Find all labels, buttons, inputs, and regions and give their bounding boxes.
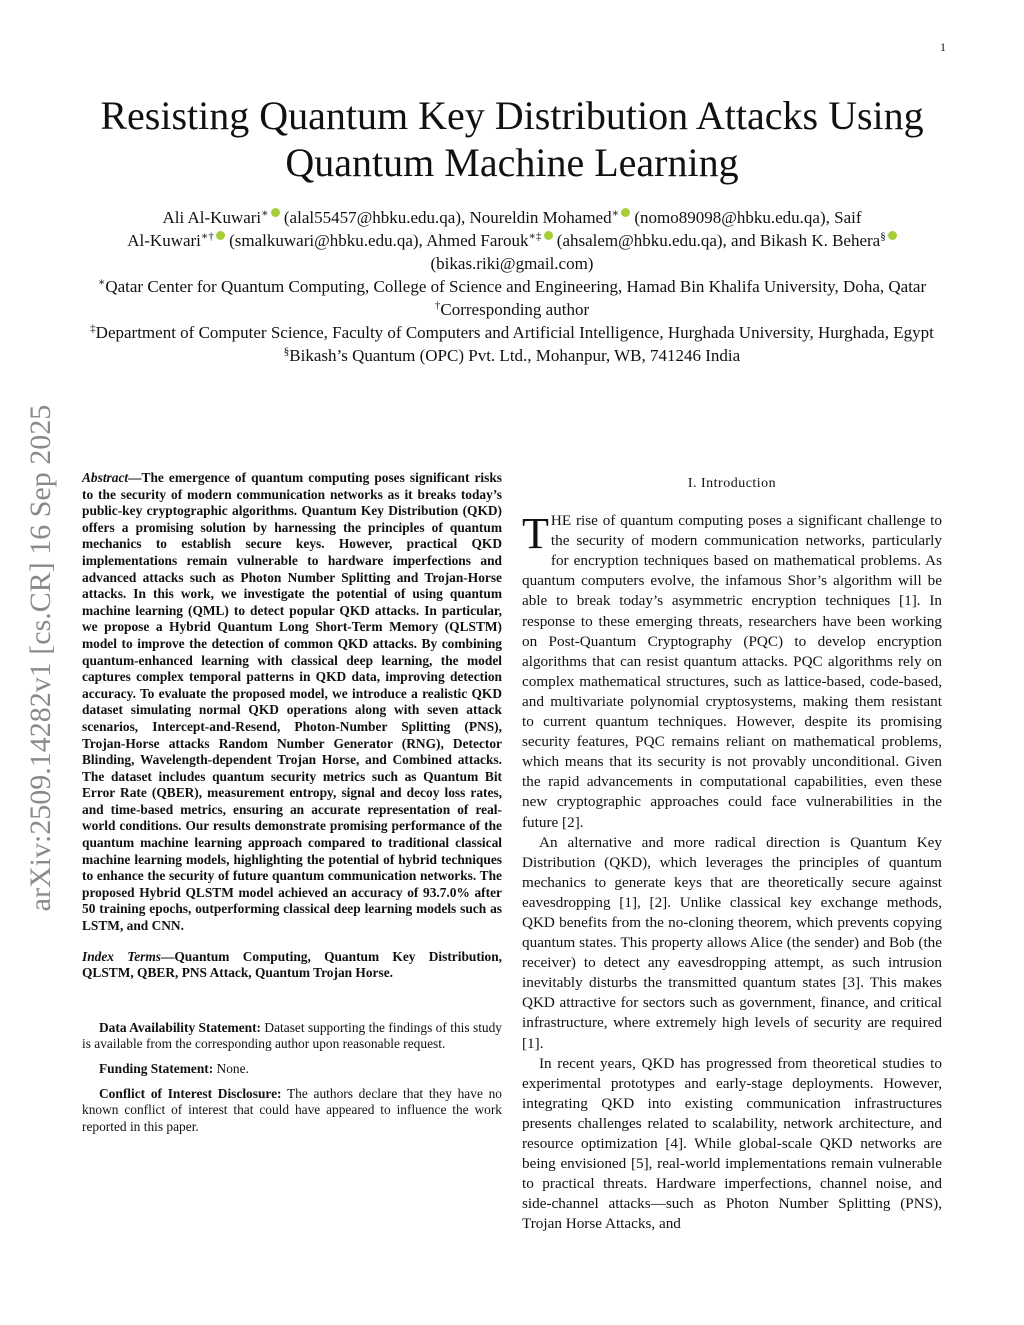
orcid-icon[interactable] <box>621 208 630 217</box>
title-line-2: Quantum Machine Learning <box>285 140 739 185</box>
author-line-1 <box>88 206 936 229</box>
statement-label: Data Availability Statement: <box>99 1019 262 1035</box>
data-availability-statement <box>82 1020 502 1053</box>
statement-text: Dataset supporting the findings of this study is available from the corresponding author upon reasonable request. <box>82 1019 502 1052</box>
funding-statement <box>82 1061 502 1078</box>
author-mark: ∗† <box>200 230 214 243</box>
intro-paragraph-3: In recent years, QKD has progressed from theoretical studies to experimental prototypes and early-stage deployments. However, integrating QKD into existing communication infrastructures presents challenges related to scalability, network architecture, and resource optimization [4]. While global-scale QKD networks are being envisioned [5], real-world implementations remain vulnerable to practical threats. Hardware imperfections, channel noise, and side-channel attacks—such as Photon Number Splitting (PNS), Trojan Horse Attacks, and <box>522 1054 942 1233</box>
author-block <box>88 206 936 367</box>
author-email-text: (ahsalem@hbku.edu.qa), and Bikash K. Behera <box>552 231 881 250</box>
abstract-text: —The emergence of quantum computing poses significant risks to the security of modern communication networks as it breaks today’s public-key cryptographic algorithms. Quantum Key Distribution (QKD) offers a promising solution by harnessing the principles of quantum mechanics to establish secure keys. However, practical QKD implementations remain vulnerable to hardware imperfections and advanced attacks such as Photon Number Splitting and Trojan-Horse attacks. In this work, we investigate the potential of using quantum machine learning (QML) to detect popular QKD attacks. In particular, we propose a Hybrid Quantum Long Short-Term Memory (QLSTM) model to improve the detection of common QKD attacks. By combining quantum-enhanced learning with classical deep learning, the model captures complex temporal patterns in QKD data, improving detection accuracy. To evaluate the proposed model, we introduce a realistic QKD dataset simulating normal QKD operations along with seven attack scenarios, Intercept-and-Resend, Photon-Number Splitting (PNS), Trojan-Horse attacks Random Number Generator (RNG), Detector Blinding, Wavelength-dependent Trojan Horse, and Combined attacks. The dataset includes quantum security metrics such as Quantum Bit Error Rate (QBER), measurement entropy, signal and decoy loss rates, and time-based metrics, ensuring an accurate representation of real-world conditions. Our results demonstrate promising performance of the quantum machine learning approach compared to traditional classical machine learning models, highlighting the potential of hybrid techniques to enhance the security of future quantum communication networks. The proposed Hybrid QLSTM model achieved an accuracy of 93.7.0% after 50 training epochs, outperforming classical deep learning models such as LSTM, and CNN. <box>82 470 502 934</box>
affiliation-mark: ∗ <box>97 276 106 289</box>
author-mark: ∗ <box>611 207 620 220</box>
index-terms-text: —Quantum Computing, Quantum Key Distribution, QLSTM, QBER, PNS Attack, Quantum Trojan Horse. <box>82 948 503 981</box>
affiliation-text: Corresponding author <box>440 300 590 319</box>
statement-text: None. <box>213 1061 249 1076</box>
affiliation-mark: ‡ <box>90 322 96 335</box>
author-mark: ∗ <box>261 207 269 220</box>
abstract <box>82 470 502 935</box>
index-terms <box>82 949 502 982</box>
arxiv-identifier-stamp[interactable]: arXiv:2509.14282v1 [cs.CR] 16 Sep 2025 <box>24 404 57 912</box>
intro-paragraph-1 <box>522 511 942 833</box>
author-line-3: (bikas.riki@gmail.com) <box>430 254 594 273</box>
affiliation-mark: † <box>434 299 441 312</box>
paper-title <box>70 92 954 186</box>
orcid-icon[interactable] <box>888 231 897 240</box>
affiliation-mark: § <box>283 345 290 358</box>
author-name: Al-Kuwari <box>127 231 201 250</box>
intro-paragraph-2: An alternative and more radical direction is Quantum Key Distribution (QKD), which leverages the principles of quantum mechanics to generate keys that are theoretically secure against eavesdropping [1], [2]. Unlike classical key exchange methods, QKD benefits from the no-cloning theorem, which prevents copying quantum states. This property allows Alice (the sender) and Bob (the receiver) to detect any eavesdropping attempt, as such intrusion inevitably disturbs the transmitted quantum states [3]. This makes QKD attractive for sectors such as government, finance, and critical infrastructure, where extremely high levels of security are required [1]. <box>522 833 942 1052</box>
title-line-1: Resisting Quantum Key Distribution Attacks Using <box>100 93 924 138</box>
author-email-text: (alal55457@hbku.edu.qa), Noureldin Mohamed <box>279 208 612 227</box>
orcid-icon[interactable] <box>216 231 225 240</box>
affiliation-hurghada <box>88 321 936 344</box>
section-heading-introduction: I. Introduction <box>687 476 777 491</box>
index-terms-label: Index Terms <box>82 948 161 964</box>
corresponding-author-note <box>88 298 936 321</box>
right-column <box>522 470 942 1234</box>
author-email-text: (smalkuwari@hbku.edu.qa), Ahmed Farouk <box>224 231 529 250</box>
statement-text: The authors declare that they have no known conflict of interest that could have appeared to influence the work reported in this paper. <box>82 1085 502 1134</box>
author-name: Ali Al-Kuwari <box>162 208 262 227</box>
orcid-icon[interactable] <box>544 231 553 240</box>
page-number: 1 <box>940 40 946 54</box>
author-mark: § <box>880 230 886 243</box>
left-column <box>82 470 502 1135</box>
affiliation-text: Bikash’s Quantum (OPC) Pvt. Ltd., Mohanpur, WB, 741246 India <box>289 346 741 365</box>
affiliation-text: Department of Computer Science, Faculty of Computers and Artificial Intelligence, Hurghada University, Hurghada, Egypt <box>95 323 934 342</box>
drop-cap: T <box>522 509 549 559</box>
statement-label: Funding Statement: <box>99 1061 214 1076</box>
paragraph-text: HE rise of quantum computing poses a significant challenge to the security of modern communication networks, particularly for encryption techniques based on mathematical problems. As quantum computers evolve, the infamous Shor’s algorithm will be able to break today’s asymmetric encryption techniques [1]. In response to these emerging threats, researchers have been working on Post-Quantum Cryptography (PQC) to develop encryption algorithms that can resist quantum attacks. PQC algorithms rely on complex mathematical structures, such as lattice-based, code-based, and multivariate polynomial cryptosystems, making them resistant to current quantum techniques. However, despite its promising security features, PQC remains reliant on mathematical problems, which means that its security is not provably unconditional. Given the rapid advancements in computational capabilities, even these new cryptographic approaches could face vulnerabilities in the future [2]. <box>522 512 942 831</box>
orcid-icon[interactable] <box>271 208 280 217</box>
statement-label: Conflict of Interest Disclosure: <box>99 1085 282 1101</box>
affiliation-qatar <box>88 275 936 298</box>
author-line-2 <box>88 229 936 252</box>
author-mark: ∗‡ <box>528 230 542 243</box>
affiliation-bikash <box>88 344 936 367</box>
affiliation-text: Qatar Center for Quantum Computing, College of Science and Engineering, Hamad Bin Khalifa University, Doha, Qatar <box>105 277 927 296</box>
conflict-of-interest-statement <box>82 1086 502 1136</box>
abstract-label: Abstract <box>82 470 129 485</box>
author-email-text: (nomo89098@hbku.edu.qa), Saif <box>630 208 862 227</box>
